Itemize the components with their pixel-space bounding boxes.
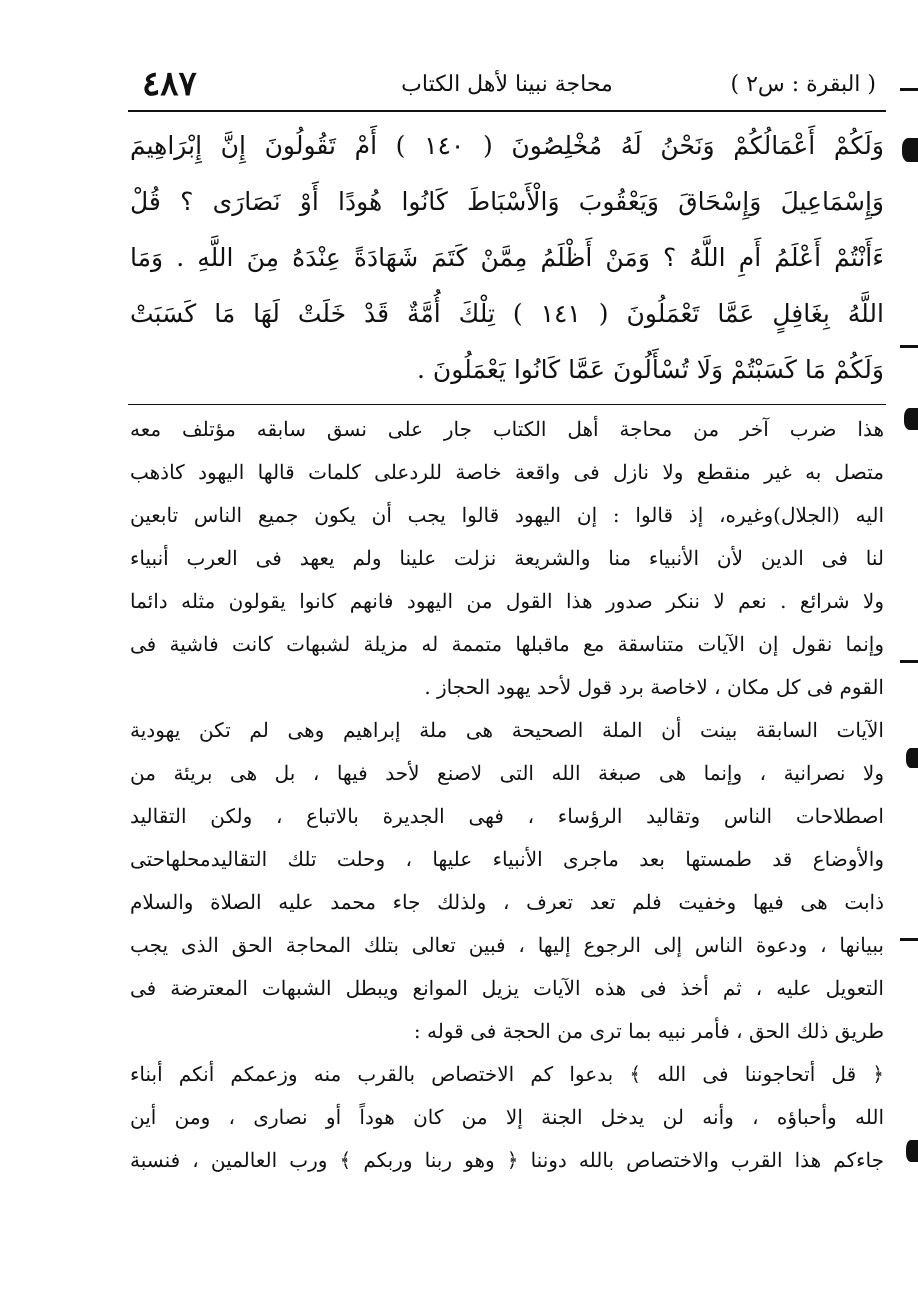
commentary-line: اليه (الجلال)وغيره، إذ قالوا : إن اليهود قالوا يجب أن يكون جميع الناس تابعين — [130, 503, 884, 527]
scan-edge-mark — [900, 345, 918, 348]
header-rule — [128, 110, 886, 112]
page-header — [128, 64, 886, 110]
quran-verse-block — [130, 118, 884, 398]
verse-line: اللَّهُ بِغَافِلٍ عَمَّا تَعْمَلُونَ ( ١٤١ ) تِلْكَ أُمَّةٌ قَدْ خَلَتْ لَهَا مَا كَسَبَتْ — [130, 299, 884, 328]
commentary-line: الله وأحباؤه ، وأنه لن يدخل الجنة إلا من كان هوداً أو نصارى ، ومن أين — [130, 1105, 884, 1129]
running-title: محاجة نبينا لأهل الكتاب — [401, 72, 613, 97]
commentary-line: الآيات السابقة بينت أن الملة الصحيحة هى ملة إبراهيم وهى لم تكن يهودية — [130, 718, 884, 742]
verse-line: وَلَكُمْ أَعْمَالُكُمْ وَنَحْنُ لَهُ مُخْلِصُونَ ( ١٤٠ ) أَمْ تَقُولُونَ إِنَّ إِبْرَاهِيمَ — [130, 131, 884, 160]
scan-edge-blot — [906, 1140, 918, 1162]
commentary-line: التعويل عليه ، ثم أخذ فى هذه الآيات يزيل الموانع ويبطل الشبهات المعترضة فى — [130, 976, 884, 1000]
scan-edge-blot — [902, 138, 918, 162]
commentary-line: ولا نصرانية ، وإنما هى صبغة الله التى لاصنع لأحد فيها ، بل هى بريئة من — [130, 761, 884, 785]
commentary-line: ﴿ قل أتحاجوننا فى الله ﴾ بدعوا كم الاختصاص بالقرب منه وزعمكم أنكم أبناء — [130, 1062, 884, 1086]
surah-reference: ( البقرة : س٢ ) — [730, 72, 876, 97]
commentary-line: اصطلاحات الناس وتقاليد الرؤساء ، فهى الجديرة بالاتباع ، ولكن التقاليد — [130, 804, 884, 828]
scan-edge-mark — [900, 660, 918, 663]
commentary-line: طريق ذلك الحق ، فأمر نبيه بما ترى من الحجة فى قوله : — [413, 1019, 884, 1043]
commentary-line: متصل به غير منقطع ولا نازل فى واقعة خاصة للردعلى كلمات قالها اليهود كاذهب — [130, 460, 884, 484]
commentary-line: ولا شرائع . نعم لا ننكر صدور هذا القول من اليهود فانهم كانوا يقولون مثله دائما — [130, 589, 884, 613]
commentary-line: ببيانها ، ودعوة الناس إلى الرجوع إليها ، فبين تعالى بتلك المحاجة الحق الذى يجب — [130, 933, 884, 957]
commentary-line: هذا ضرب آخر من محاجة أهل الكتاب جار على نسق سابقه مؤتلف معه — [130, 417, 884, 441]
page-number: ٤٨٧ — [142, 64, 197, 104]
commentary-line: ذابت هى فيها وخفيت فلم تعد تعرف ، ولذلك جاء محمد عليه الصلاة والسلام — [130, 890, 884, 914]
verse-line: وَلَكُمْ مَا كَسَبْتُمْ وَلَا تُسْأَلُونَ عَمَّا كَانُوا يَعْمَلُونَ . — [416, 355, 884, 384]
commentary-text — [130, 408, 884, 1182]
scan-edge-blot — [906, 748, 918, 768]
commentary-line: لنا فى الدين لأن الأنبياء منا والشريعة نزلت علينا ولم يعهد فى العرب أنبياء — [130, 546, 884, 570]
commentary-line: والأوضاع قد طمستها بعد ماجرى الأنبياء عليها ، وحلت تلك التقاليدمحلهاحتى — [130, 847, 884, 871]
scan-edge-mark — [900, 88, 918, 91]
scan-edge-mark — [900, 938, 918, 941]
scan-edge-blot — [904, 408, 918, 430]
verse-separator-rule — [128, 404, 886, 405]
commentary-line: جاءكم هذا القرب والاختصاص بالله دوننا ﴿ وهو ربنا وربكم ﴾ ورب العالمين ، فنسبة — [130, 1148, 884, 1172]
verse-line: وَإِسْمَاعِيلَ وَإِسْحَاقَ وَيَعْقُوبَ وَالْأَسْبَاطَ كَانُوا هُودًا أَوْ نَصَارَى ؟ قُلْ — [130, 187, 884, 216]
commentary-line: القوم فى كل مكان ، لاخاصة برد قول لأحد يهود الحجاز . — [424, 675, 884, 699]
verse-line: ءَأَنْتُمْ أَعْلَمُ أَمِ اللَّهُ ؟ وَمَنْ أَظْلَمُ مِمَّنْ كَتَمَ شَهَادَةً عِنْدَهُ مِنَ اللَّهِ . وَمَا — [130, 243, 884, 272]
commentary-line: وإنما نقول إن الآيات متناسقة مع ماقبلها متممة له مزيلة لشبهات كانت فاشية فى — [130, 632, 884, 656]
